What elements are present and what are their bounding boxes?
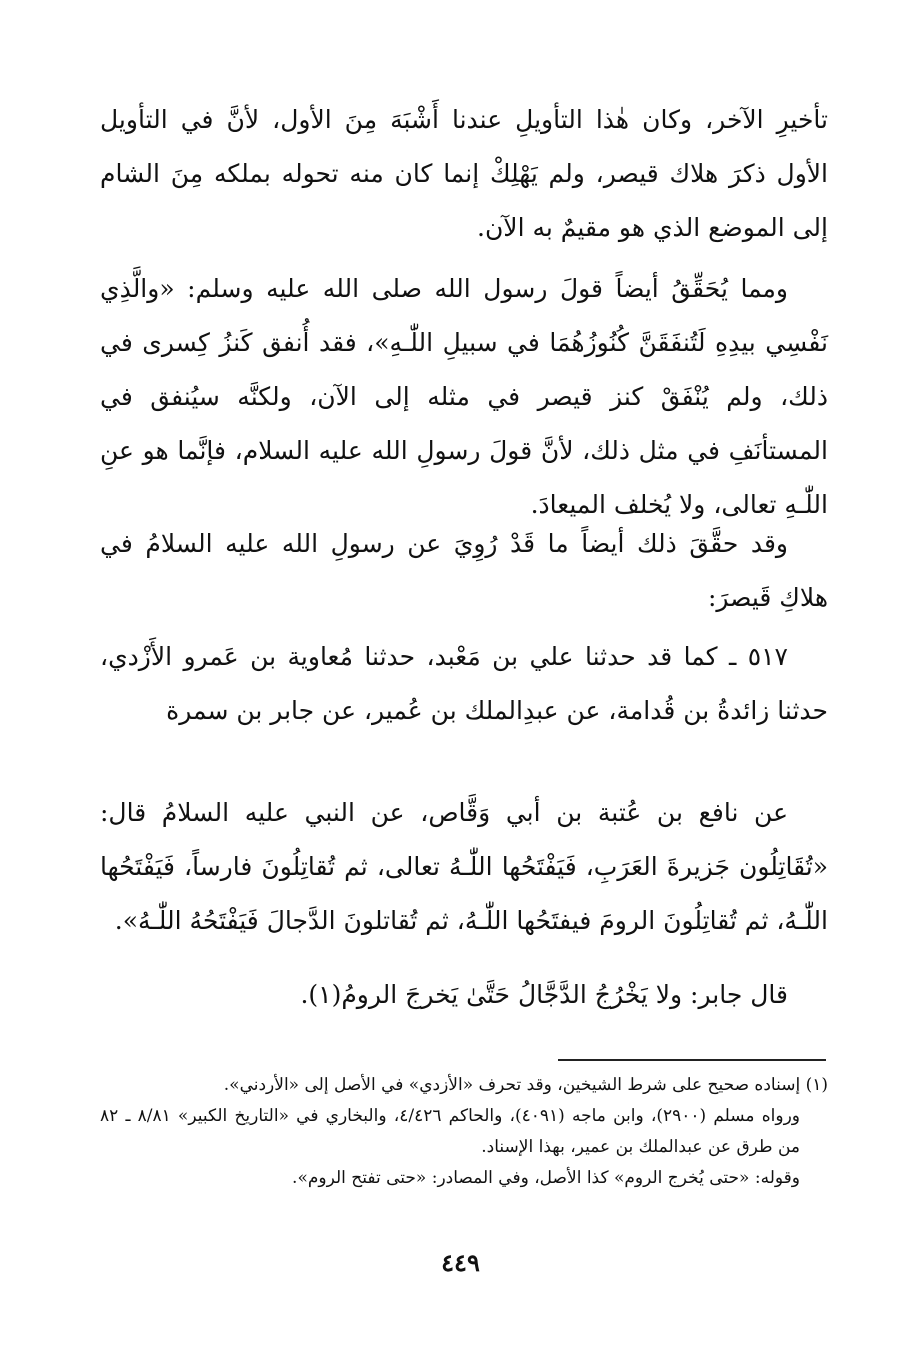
paragraph-hadith-treasures: ومما يُحَقِّقُ أيضاً قولَ رسول الله صلى الله عليه وسلم: «والَّذِي نَفْسِي بيدِهِ لَتُنفَقَنَّ كُنُوزُهُمَا في سبيلِ اللّٰـهِ»، فقد أُنفق كَنزُ كِسرى في ذلك، ولم يُنْفَقْ كنز قيصر في مثله إلى الآن، ولكنَّه سيُنفق في المستأنَفِ في مثل ذلك، لأنَّ قولَ رسولِ الله عليه السلام، فإنَّما هو عنِ اللّٰـهِ تعالى، ولا يُخلف الميعادَ. <box>100 274 828 519</box>
paragraph-verification: وقد حقَّقَ ذلك أيضاً ما قَدْ رُوِيَ عن رسولِ الله عليه السلامُ في هلاكِ قَيصرَ: <box>100 529 828 612</box>
footnote-line-1: (١) إسناده صحيح على شرط الشيخين، وقد تحرف «الأزدي» في الأصل إلى «الأردني». <box>223 1075 828 1095</box>
footnote-divider <box>558 1059 826 1061</box>
footnote-line-3: وقوله: «حتى يُخرج الروم» كذا الأصل، وفي المصادر: «حتى تفتح الروم». <box>292 1168 800 1188</box>
hadith-517-matn: عن نافع بن عُتبة بن أبي وَقَّاص، عن النبي عليه السلامُ قال: «تُقَاتِلُون جَزيرةَ العَرَبِ، فَيَفْتَحُها اللّٰـهُ تعالى، ثم تُقاتِلُونَ فارساً، فَيَفْتَحُها اللّٰـهُ، ثم تُقاتِلُونَ الرومَ فيفتَحُها اللّٰـهُ، ثم تُقاتلونَ الدَّجالَ فَيَفْتَحُهُ اللّٰـهُ». <box>100 798 828 935</box>
hadith-517-isnad: ٥١٧ ـ كما قد حدثنا علي بن مَعْبد، حدثنا مُعاوية بن عَمرو الأَزْدي، حدثنا زائدةُ بن قُدامة، عن عبدِالملك بن عُمير، عن جابر بن سمرة <box>100 642 828 725</box>
footnote-line-2: ورواه مسلم (٢٩٠٠)، وابن ماجه (٤٠٩١)، والحاكم ٤/٤٢٦، والبخاري في «التاريخ الكبير» ٨/٨١ ـ ٨٢ من طرق عن عبدالملك بن عمير، بهذا الإسناد. <box>100 1106 800 1157</box>
jabir-statement: قال جابر: ولا يَخْرُجُ الدَّجَّالُ حَتَّىٰ يَخرجَ الرومُ(١). <box>300 980 788 1009</box>
page-number: ٤٤٩ <box>441 1248 480 1277</box>
paragraph-continuation: تأخيرِ الآخر، وكان هٰذا التأويلِ عندنا أَشْبَهَ مِنَ الأول، لأنَّ في التأويل الأول ذكرَ هلاك قيصر، ولم يَهْلِكْ إنما كان منه تحوله بملكه مِنَ الشام إلى الموضع الذي هو مقيمٌ به الآن. <box>100 105 828 242</box>
footnotes <box>100 1070 828 1194</box>
